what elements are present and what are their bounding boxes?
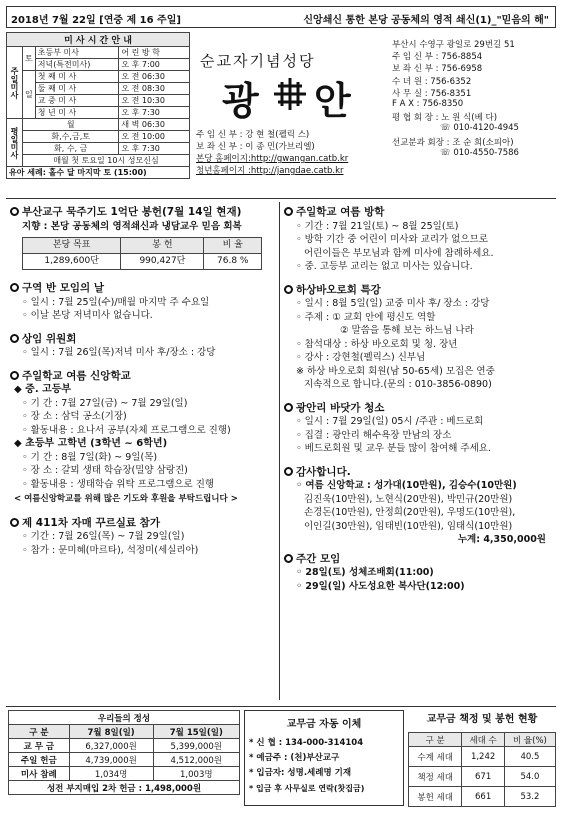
section-bullet-icon: [284, 403, 293, 412]
goal-header: 비 율: [204, 238, 262, 254]
contact-block: [392, 38, 554, 160]
rosary-title: 부산교구 묵주기도 1억단 봉헌(7월 14일 현재): [22, 206, 242, 218]
offering-label: 주일 헌금: [9, 753, 70, 767]
vacation-line: ◦ 방학 기간 중 어린이 미사와 교리가 없으므로: [296, 234, 488, 245]
status-label: 수계 세대: [409, 747, 462, 767]
weekday-mass-label: 평일미사: [7, 119, 23, 167]
mass-time: 어 린 방 학: [119, 47, 190, 59]
youth-line: ◦ 활동내용 : 요나서 공부(자체 프로그램으로 진행): [22, 424, 231, 436]
section-bullet-icon: [10, 283, 19, 292]
offering-value: 4,512,000원: [153, 753, 239, 767]
bottom-divider: [6, 706, 556, 707]
weekday-day: 월: [23, 119, 119, 131]
logo-name-left: 광: [222, 78, 259, 123]
mass-name: 첫 째 미 사: [35, 71, 119, 83]
section-bullet-icon: [284, 285, 293, 294]
logo-name-right: 안: [314, 78, 351, 123]
cursillo-line: ◦ 기간 : 7월 26일(목) ~ 7월 29일(일): [22, 531, 185, 542]
mass-title: 미 사 시 간 안 내: [7, 33, 190, 47]
section-bullet-icon: [284, 467, 293, 476]
offering-header: 7월 8일(일): [69, 725, 153, 739]
phone-line: 사 무 실 : 756-8351: [392, 88, 472, 99]
goal-header: 봉 헌: [121, 238, 204, 254]
status-value: 661: [462, 787, 505, 807]
section-bullet-icon: [10, 334, 19, 343]
rosary-intention: 지향 : 본당 공동체의 영적쇄신과 냉담교우 믿음 회복: [22, 220, 242, 232]
status-header: 구 분: [409, 733, 462, 747]
status-label: 봉헌 세대: [409, 787, 462, 807]
weekday-time: 오 전 10:00: [119, 131, 190, 143]
mass-schedule: [6, 32, 190, 179]
pastor-line: 주 임 신 부 : 강 현 철(펠릭 스): [196, 130, 310, 140]
vacation-line: 어린이들은 부모님과 함께 미사에 참례하세요.: [304, 247, 494, 259]
auto-transfer-box: [244, 710, 404, 806]
status-value: 671: [462, 767, 505, 787]
transfer-line: * 입금자: 성명.세례명 기재: [249, 768, 352, 778]
cursillo-title: 제 411차 자매 꾸르실료 참가: [22, 516, 160, 529]
council-president: 평 협 회 장 : 노 원 식(베 다): [392, 113, 498, 124]
mass-name: 초등부 미사: [35, 47, 119, 59]
section-bullet-icon: [10, 518, 19, 527]
summer-school-title: 주일학교 여름 신앙학교: [22, 369, 131, 382]
weekday-time: 오 후 7:30: [119, 143, 190, 155]
mass-time: 오 후 7:30: [119, 107, 190, 119]
elementary-line: ◦ 장 소 : 갈뫼 생태 학습장(밀양 삼랑진): [22, 465, 188, 476]
transfer-line: * 입금 후 사무실로 연락(찻집금): [249, 784, 365, 793]
divider: [6, 198, 556, 199]
elementary-line: ◦ 활동내용 : 생태학습 위탁 프로그램으로 진행: [22, 478, 215, 490]
mission-president: 선교분과 회장 : 조 순 희(소피아): [392, 137, 514, 148]
weekly-line: ◦ 29일(일) 사도성요한 복사단(12:00): [296, 580, 465, 592]
weekly-title: 주간 모임: [296, 552, 341, 565]
youth-line: ◦ 기 간 : 7월 27일(금) ~ 7월 29일(일): [22, 397, 188, 409]
elementary-line: ◦ 기 간 : 8월 7일(화) ~ 9일(목): [22, 451, 158, 463]
offering-value: 1,003명: [153, 767, 239, 781]
status-value: 1,242: [462, 747, 505, 767]
status-header: 비 율(%): [504, 733, 555, 747]
beach-line: ◦ 베드로회원 및 교우 분들 많이 참여해 주세요.: [296, 443, 491, 454]
offering-value: 1,034명: [69, 767, 153, 781]
weekday-day: 화, 수, 금: [23, 143, 119, 155]
youth-line: ◦ 장 소 : 삼덕 공소(기장): [22, 411, 127, 422]
lecture-line: ② 말씀을 통해 보는 하느님 나라: [340, 325, 474, 336]
beach-line: ◦ 일시 : 7월 29일(일) 05시 /주관 : 베드로회: [296, 416, 484, 427]
district-line: ◦ 일시 : 7월 25일(수)/매월 마지막 주 수요일: [22, 296, 210, 308]
district-title: 구역 반 모임의 날: [22, 282, 104, 294]
weekly-line: ◦ 28일(토) 성체조배회(11:00): [296, 567, 434, 578]
section-bullet-icon: [10, 207, 19, 216]
weekday-day: 화,수,금,토: [23, 131, 119, 143]
goal-value: 1,289,600단: [23, 254, 121, 270]
council-phone: ☏ 010-4120-4945: [440, 123, 519, 134]
lecture-line: ◦ 참석대상 : 하상 바오로회 및 청. 장년: [296, 338, 458, 350]
offering-header: 구 분: [9, 725, 70, 739]
goal-value: 990,427단: [121, 254, 204, 270]
mass-name: 교 중 미 사: [35, 95, 119, 107]
status-table: [408, 710, 556, 807]
offering-value: 5,399,000원: [153, 739, 239, 753]
transfer-line: * 예금주 : (천)부산교구: [249, 753, 340, 763]
status-header: 세대 수: [462, 733, 505, 747]
youth-homepage-link[interactable]: 청년홈페이지 :http://jangdae.catb.kr: [196, 166, 344, 176]
beach-title: 광안리 바닷가 청소: [296, 401, 385, 414]
vacation-title: 주일학교 여름 방학: [296, 206, 385, 218]
lecture-line: ◦ 일시 : 8월 5일(일) 교중 미사 후/ 장소 : 강당: [296, 298, 490, 309]
mass-time: 오 전 06:30: [119, 71, 190, 83]
transfer-title: 교무금 자동 이체: [286, 719, 362, 730]
offering-label: 미사 참례: [9, 767, 70, 781]
summer-school-notice: < 여름신앙학교를 위해 많은 기도와 후원을 부탁드립니다 >: [14, 494, 238, 504]
offering-label: 교 무 금: [9, 739, 70, 753]
district-line: ◦ 이날 본당 저녁미사 없습니다.: [22, 310, 153, 321]
lecture-line: ◦ 주제 : ① 교회 안에 평신도 역할: [296, 311, 436, 323]
issue-date: 2018년 7월 22일 [연중 제 16 주일]: [11, 15, 181, 26]
thanks-line: 김진욱(10만원), 노현식(20만원), 박민규(20만원): [304, 493, 513, 505]
phone-line: F A X : 756-8350: [392, 98, 464, 109]
right-column: [284, 204, 556, 593]
beach-line: ◦ 집결 : 광안리 해수욕장 만남의 장소: [296, 429, 452, 441]
lecture-line: 지속적으로 합니다.(문의 : 010-3856-0890): [304, 379, 492, 390]
logo-subtitle: 순교자기념성당: [200, 52, 316, 70]
goal-header: 본당 목표: [23, 238, 121, 254]
staff-block: [196, 128, 386, 176]
parish-theme: 신앙쇄신 통한 본당 공동체의 영적 쇄신(1)_"믿음의 해": [303, 15, 549, 26]
sat-label: 토: [23, 47, 36, 71]
mass-name: 저녁(특전미사): [35, 59, 119, 71]
header-bar: [6, 6, 556, 28]
committee-line: ◦ 일시 : 7월 26일(목)저녁 미사 후/장소 : 강당: [22, 347, 216, 358]
weekday-time: 새 벽 06:30: [119, 119, 190, 131]
offering-value: 4,739,000원: [69, 753, 153, 767]
infant-baptism: 유아 세례: 홀수 달 마지막 토 (15:00): [7, 167, 190, 179]
status-value: 40.5: [504, 747, 555, 767]
address: 부산시 수영구 광일로 29번길 51: [392, 40, 515, 50]
elementary-sub: ◆ 초등부 고학년 (3학년 ~ 6학년): [14, 438, 168, 449]
lecture-title: 하상바오로회 특강: [296, 283, 381, 296]
phone-line: 보 좌 신 부 : 756-6958: [392, 64, 483, 75]
transfer-line: * 신 협 : 134-000-314104: [249, 738, 364, 748]
homepage-link[interactable]: 본당 홈페이지:http://gwangan.catb.kr: [196, 154, 349, 164]
section-bullet-icon: [10, 371, 19, 380]
saturday-note: 매월 첫 토요일 10시 성모신심: [23, 155, 190, 167]
sun-label: 일: [23, 71, 36, 119]
mass-name: 청 년 미 사: [35, 107, 119, 119]
vacation-line: ◦ 기간 : 7월 21일(토) ~ 8월 25일(토): [296, 220, 459, 232]
vacation-line: ◦ 중. 고등부 교리는 없고 미사는 있습니다.: [296, 261, 473, 272]
offering-value: 6,327,000원: [69, 739, 153, 753]
cross-emblem-icon: [272, 76, 308, 112]
mass-time: 오 전 08:30: [119, 83, 190, 95]
thanks-line: 손경돈(10만원), 안정희(20만원), 우명도(10만원),: [304, 507, 516, 518]
status-value: 54.0: [504, 767, 555, 787]
status-value: 53.2: [504, 787, 555, 807]
assistant-line: 보 좌 신 부 : 이 종 민(가브리엘): [196, 142, 315, 152]
lecture-line: ◦ 강사 : 강현철(펠릭스) 신부님: [296, 352, 426, 363]
offering-title: 우리들의 정성: [9, 711, 240, 725]
sunday-mass-label: 주일미사: [7, 47, 23, 119]
offering-table: [8, 710, 240, 795]
mass-time: 오 전 10:30: [119, 95, 190, 107]
section-bullet-icon: [284, 207, 293, 216]
youth-sub: ◆ 중. 고등부: [14, 384, 72, 395]
status-label: 책정 세대: [409, 767, 462, 787]
phone-line: 주 임 신 부 : 756-8854: [392, 52, 483, 63]
thanks-title: 감사합니다.: [296, 465, 351, 478]
thanks-line: ◦ 여름 신앙학교 : 성가대(10만원), 김승수(10만원): [296, 480, 517, 491]
rosary-table: [22, 237, 262, 270]
mass-name: 둘 째 미 사: [35, 83, 119, 95]
mass-time: 오 후 7:00: [119, 59, 190, 71]
column-divider: [279, 202, 280, 700]
section-bullet-icon: [284, 554, 293, 563]
phone-line: 수 녀 원 : 756-6352: [392, 76, 472, 87]
status-title: 교무금 책정 및 봉헌 현황: [426, 714, 538, 725]
building-fund: 성전 부지매입 2차 헌금 : 1,498,000원: [9, 781, 240, 795]
thanks-total: 누계: 4,350,000원: [457, 534, 546, 545]
lecture-line: ※ 하상 바오로회 회원(남 50-65세) 모집은 연중: [296, 365, 495, 377]
mission-phone: ☏ 010-4550-7586: [440, 147, 519, 158]
committee-title: 상임 위원회: [22, 332, 77, 345]
left-column: [10, 204, 276, 557]
goal-value: 76.8 %: [204, 254, 262, 270]
cursillo-line: ◦ 참가 : 문미혜(마르타), 석정미(세실리아): [22, 544, 199, 556]
offering-header: 7월 15일(일): [153, 725, 239, 739]
thanks-line: 이인길(30만원), 임태빈(10만원), 임태식(10만원): [304, 520, 513, 532]
